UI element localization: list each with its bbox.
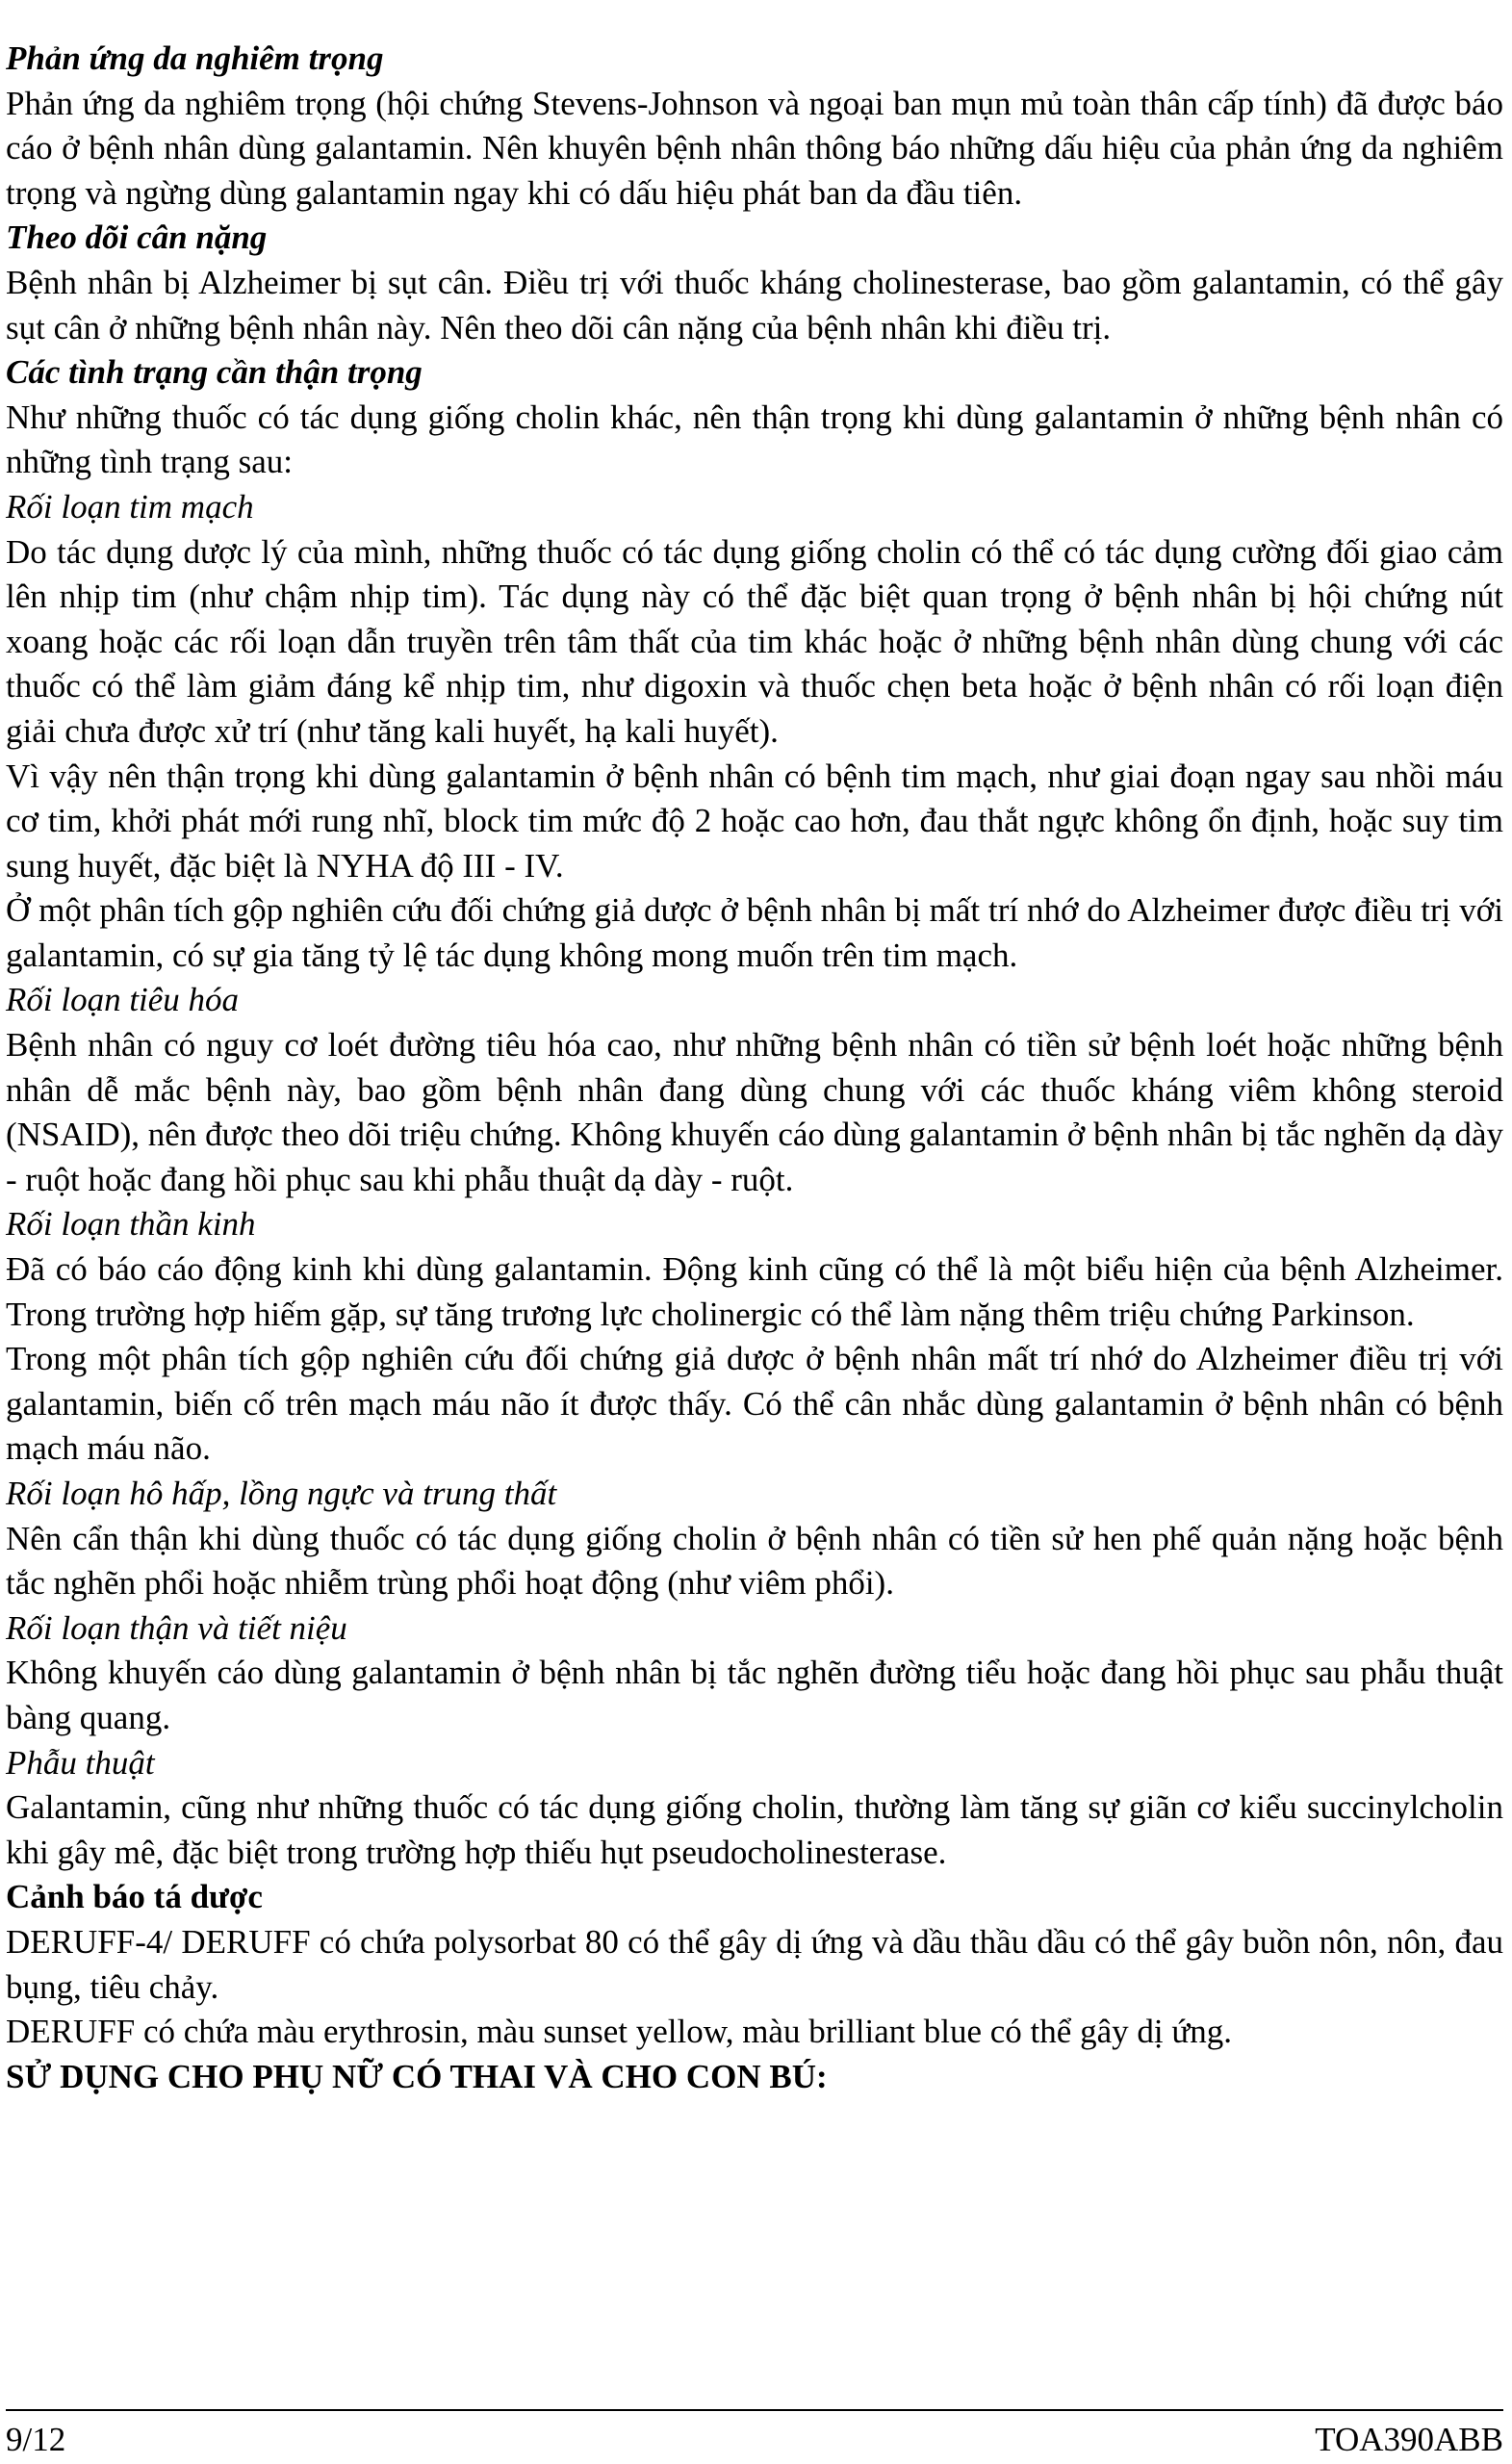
document-code: TOA390ABB [1315,2421,1503,2458]
paragraph-cardio-1: Do tác dụng dược lý của mình, những thuốc có tác dụng giống cholin có thể có tác dụng cường đối giao cảm lên nhịp tim (như chậm nhịp tim). Tác dụng này có thể đặc biệt quan trọng ở bệnh nhân bị hội chứng nút xoang hoặc các rối loạn dẫn truyền trên tâm thất của tim khác hoặc ở những bệnh nhân dùng chung với các thuốc có thể làm giảm đáng kể nhịp tim, như digoxin và thuốc chẹn beta hoặc ở bệnh nhân có rối loạn điện giải chưa được xử trí (như tăng kali huyết, hạ kali huyết). [6,532,1503,750]
section-title-pregnancy: SỬ DỤNG CHO PHỤ NỮ CÓ THAI VÀ CHO CON BÚ: [6,2057,828,2095]
paragraph-surgery: Galantamin, cũng như những thuốc có tác dụng giống cholin, thường làm tăng sự giãn cơ kiểu succinylcholin khi gây mê, đặc biệt trong trường hợp thiếu hụt pseudocholinesterase. [6,1788,1503,1871]
paragraph-excipient-1: DERUFF-4/ DERUFF có chứa polysorbat 80 có thể gây dị ứng và dầu thầu dầu có thể gây buồn nôn, nôn, đau bụng, tiêu chảy. [6,1922,1503,2006]
subsection-title-renal: Rối loạn thận và tiết niệu [6,1608,347,1647]
subsection-title-surgery: Phẫu thuật [6,1743,155,1782]
subsection-title-neuro: Rối loạn thần kinh [6,1205,256,1244]
subsection-title-respiratory: Rối loạn hô hấp, lồng ngực và trung thất [6,1475,557,1512]
footer-divider [6,2409,1503,2411]
paragraph-caution: Như những thuốc có tác dụng giống cholin khác, nên thận trọng khi dùng galantamin ở những bệnh nhân có những tình trạng sau: [6,398,1503,481]
paragraph-gi: Bệnh nhân có nguy cơ loét đường tiêu hóa cao, như những bệnh nhân có tiền sử bệnh loét hoặc những bệnh nhân dễ mắc bệnh này, bao gồm bệnh nhân đang dùng chung với các thuốc kháng viêm không steroid (NSAID), nên được theo dõi triệu chứng. Không khuyến cáo dùng galantamin ở bệnh nhân bị tắc nghẽn dạ dày - ruột hoặc đang hồi phục sau khi phẫu thuật dạ dày - ruột. [6,1026,1503,1198]
paragraph-renal: Không khuyến cáo dùng galantamin ở bệnh nhân bị tắc nghẽn đường tiểu hoặc đang hồi phục sau phẫu thuật bàng quang. [6,1654,1503,1736]
paragraph-excipient-2: DERUFF có chứa màu erythrosin, màu sunset yellow, màu brilliant blue có thể gây dị ứng. [6,2013,1233,2051]
document-page [6,37,1503,2099]
subsection-title-cardio: Rối loạn tim mạch [6,487,254,526]
section-title-caution: Các tình trạng cần thận trọng [6,353,423,392]
paragraph-respiratory: Nên cẩn thận khi dùng thuốc có tác dụng giống cholin ở bệnh nhân có tiền sử hen phế quản nặng hoặc bệnh tắc nghẽn phổi hoặc nhiễm trùng phổi hoạt động (như viêm phổi). [6,1519,1503,1603]
section-title-weight: Theo dõi cân nặng [6,218,268,257]
section-title-skin-reaction: Phản ứng da nghiêm trọng [6,39,384,77]
paragraph-skin-reaction: Phản ứng da nghiêm trọng (hội chứng Stevens-Johnson và ngoại ban mụn mủ toàn thân cấp tính) đã được báo cáo ở bệnh nhân dùng galantamin. Nên khuyên bệnh nhân thông báo những dấu hiệu của phản ứng da nghiêm trọng và ngừng dùng galantamin ngay khi có dấu hiệu phát ban da đầu tiên. [6,84,1503,212]
paragraph-neuro-1: Đã có báo cáo động kinh khi dùng galantamin. Động kinh cũng có thể là một biểu hiện của bệnh Alzheimer. Trong trường hợp hiếm gặp, sự tăng trương lực cholinergic có thể làm nặng thêm triệu chứng Parkinson. [6,1250,1503,1333]
section-title-excipient: Cảnh báo tá dược [6,1878,263,1916]
paragraph-neuro-2: Trong một phân tích gộp nghiên cứu đối chứng giả dược ở bệnh nhân mất trí nhớ do Alzheimer điều trị với galantamin, biến cố trên mạch máu não ít được thấy. Có thể cân nhắc dùng galantamin ở bệnh nhân có bệnh mạch máu não. [6,1340,1503,1468]
paragraph-cardio-3: Ở một phân tích gộp nghiên cứu đối chứng giả dược ở bệnh nhân bị mất trí nhớ do Alzheimer được điều trị với galantamin, có sự gia tăng tỷ lệ tác dụng không mong muốn trên tim mạch. [6,891,1503,974]
page-number: 9/12 [6,2421,66,2458]
page-footer [6,2421,1503,2459]
subsection-title-gi: Rối loạn tiêu hóa [6,981,240,1019]
paragraph-weight: Bệnh nhân bị Alzheimer bị sụt cân. Điều trị với thuốc kháng cholinesterase, bao gồm galantamin, có thể gây sụt cân ở những bệnh nhân này. Nên theo dõi cân nặng của bệnh nhân khi điều trị. [6,263,1503,346]
paragraph-cardio-2: Vì vậy nên thận trọng khi dùng galantamin ở bệnh nhân có bệnh tim mạch, như giai đoạn ngay sau nhồi máu cơ tim, khởi phát mới rung nhĩ, block tim mức độ 2 hoặc cao hơn, đau thắt ngực không ổn định, hoặc suy tim sung huyết, đặc biệt là NYHA độ III - IV. [6,757,1503,885]
